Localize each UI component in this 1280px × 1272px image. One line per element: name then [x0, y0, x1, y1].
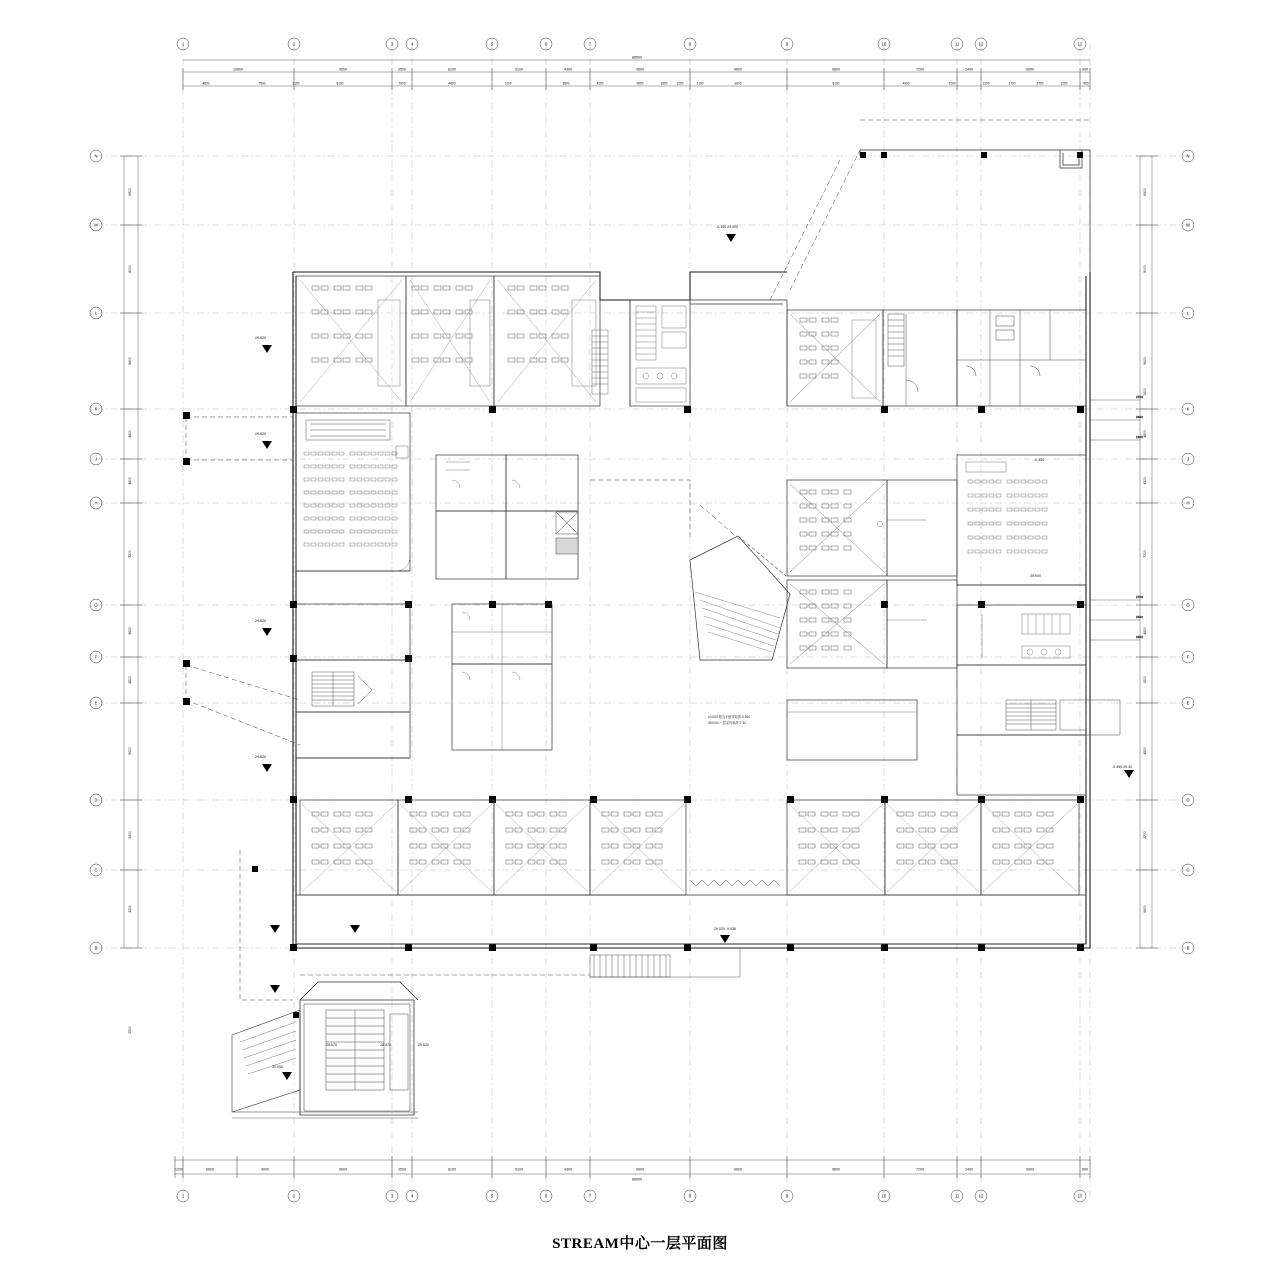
svg-text:4800: 4800	[1143, 430, 1147, 438]
svg-text:6600: 6600	[1143, 905, 1147, 913]
svg-text:4800: 4800	[1143, 747, 1147, 755]
lecture-hall-east	[957, 455, 1086, 585]
svg-text:H: H	[1186, 500, 1190, 506]
svg-text:4800: 4800	[1143, 627, 1147, 635]
annotation-level-west4: 29.620	[255, 755, 266, 759]
svg-text:4800: 4800	[128, 430, 132, 438]
svg-text:M: M	[94, 222, 98, 228]
annotation-level-annex4: 31.050	[272, 1065, 283, 1069]
svg-text:5: 5	[490, 1193, 494, 1199]
svg-text:5100: 5100	[515, 67, 523, 72]
annotation-level-west2: 29.620	[255, 432, 266, 436]
svg-text:9600: 9600	[734, 81, 742, 86]
annotation-level-east2: 30.000	[1030, 574, 1041, 578]
svg-text:1: 1	[181, 1193, 185, 1199]
svg-text:8000: 8000	[128, 265, 132, 273]
svg-text:K: K	[94, 406, 98, 412]
svg-text:9600: 9600	[339, 67, 347, 72]
svg-text:9: 9	[785, 41, 789, 47]
svg-text:9600: 9600	[832, 1167, 840, 1172]
svg-text:9600: 9600	[339, 1167, 347, 1172]
svg-text:5: 5	[490, 41, 494, 47]
svg-text:6600: 6600	[128, 747, 132, 755]
svg-text:F: F	[1186, 654, 1190, 660]
dimension-chain-left	[120, 156, 142, 1034]
svg-text:1500: 1500	[1136, 615, 1143, 619]
annotation-level-west3: 29.620	[255, 619, 266, 623]
annotation-level-south: 29.020 -0.036	[714, 927, 737, 931]
svg-text:4300: 4300	[564, 67, 572, 72]
svg-text:9600: 9600	[1026, 67, 1034, 72]
annotation-level-annex1: 29.570	[326, 1043, 337, 1047]
svg-text:2700: 2700	[1008, 81, 1016, 86]
svg-text:1200: 1200	[175, 1167, 183, 1172]
svg-text:8: 8	[688, 41, 692, 47]
svg-text:7: 7	[588, 41, 592, 47]
svg-text:8100: 8100	[336, 81, 344, 86]
dimension-chain-right	[1136, 156, 1158, 948]
svg-text:1500: 1500	[1143, 676, 1147, 684]
svg-text:7200: 7200	[1143, 550, 1147, 558]
svg-text:4800: 4800	[202, 81, 210, 86]
drawing-caption: STREAM中心一层平面图	[552, 1236, 728, 1252]
svg-text:C: C	[1186, 867, 1190, 873]
svg-text:10: 10	[881, 41, 887, 47]
svg-text:E: E	[1186, 700, 1190, 706]
svg-text:900: 900	[1083, 81, 1089, 86]
svg-text:8100: 8100	[448, 67, 456, 72]
svg-text:8100: 8100	[832, 81, 840, 86]
svg-text:9600: 9600	[734, 1167, 742, 1172]
svg-text:N: N	[94, 153, 98, 159]
central-rooms	[436, 455, 578, 750]
svg-text:6: 6	[544, 1193, 548, 1199]
svg-text:F: F	[94, 654, 98, 660]
svg-text:12: 12	[978, 41, 984, 47]
svg-text:9600: 9600	[636, 81, 644, 86]
svg-text:2100: 2100	[292, 81, 300, 86]
east-lab-block	[957, 605, 1120, 795]
svg-text:5100: 5100	[515, 1167, 523, 1172]
structural-columns	[183, 152, 1084, 1018]
svg-text:1800: 1800	[1136, 415, 1143, 419]
svg-text:2700: 2700	[1136, 395, 1143, 399]
service-core-north	[592, 300, 787, 406]
svg-text:1800: 1800	[660, 81, 668, 86]
svg-text:4800: 4800	[128, 676, 132, 684]
svg-text:B: B	[94, 945, 98, 951]
svg-text:7500: 7500	[258, 81, 266, 86]
svg-text:D: D	[94, 797, 98, 803]
svg-text:G: G	[1186, 602, 1190, 608]
svg-text:3500: 3500	[398, 1167, 406, 1172]
grid-bubbles-top	[177, 38, 1086, 50]
annotation-level-north: -0.150 29.000	[716, 225, 739, 229]
svg-text:K: K	[1186, 406, 1190, 412]
svg-text:2700: 2700	[1036, 81, 1044, 86]
svg-text:7200: 7200	[948, 81, 956, 86]
svg-text:2400: 2400	[965, 67, 973, 72]
svg-text:1200: 1200	[982, 81, 990, 86]
svg-text:1: 1	[181, 41, 185, 47]
classroom-block-north	[296, 276, 600, 406]
svg-text:E: E	[94, 700, 98, 706]
svg-text:4200: 4200	[596, 81, 604, 86]
svg-text:L: L	[1186, 310, 1190, 316]
svg-text:9: 9	[785, 1193, 789, 1199]
svg-text:1500: 1500	[1143, 388, 1147, 396]
svg-text:7200: 7200	[128, 550, 132, 558]
svg-text:8: 8	[688, 1193, 692, 1199]
svg-text:6: 6	[544, 41, 548, 47]
svg-text:7200: 7200	[916, 67, 924, 72]
svg-text:2: 2	[292, 41, 296, 47]
svg-text:C: C	[94, 867, 98, 873]
svg-text:10: 10	[881, 1193, 887, 1199]
annotation-level-west1: 29.620	[255, 336, 266, 340]
svg-text:4800: 4800	[448, 81, 456, 86]
svg-text:8000: 8000	[1143, 265, 1147, 273]
svg-text:3500: 3500	[128, 1026, 132, 1034]
svg-text:9600: 9600	[1026, 1167, 1034, 1172]
classroom-center-east	[787, 480, 957, 668]
west-offices	[296, 604, 410, 758]
dimension-chain-top	[183, 56, 1090, 91]
svg-text:3900: 3900	[128, 831, 132, 839]
svg-text:7200: 7200	[504, 81, 512, 86]
svg-text:1500: 1500	[1136, 635, 1143, 639]
annotation-level-east3: -0.450 29.30	[1112, 765, 1133, 769]
svg-text:N: N	[1186, 153, 1190, 159]
svg-text:L: L	[94, 310, 98, 316]
annotation-level-annex2: 28.970	[380, 1043, 391, 1047]
southwest-annex	[232, 982, 418, 1118]
dimension-chain-bottom	[175, 1156, 1090, 1182]
svg-text:4: 4	[410, 41, 414, 47]
svg-text:13: 13	[1077, 41, 1083, 47]
svg-text:4200: 4200	[128, 905, 132, 913]
svg-text:1200: 1200	[1060, 81, 1068, 86]
grid-bubbles-left	[90, 150, 102, 954]
roof-edge-north	[860, 150, 1090, 272]
svg-text:7: 7	[588, 1193, 592, 1199]
svg-text:1200: 1200	[1136, 435, 1143, 439]
svg-text:6900: 6900	[1143, 188, 1147, 196]
svg-text:9600: 9600	[734, 67, 742, 72]
svg-text:4000: 4000	[261, 1167, 269, 1172]
svg-text:9600: 9600	[128, 357, 132, 365]
annotation-datum-line1: ±0.000 相当于绝对标高-0.900	[708, 715, 750, 719]
svg-text:3: 3	[390, 41, 394, 47]
annotation-level-east1: -0.450	[1034, 458, 1045, 462]
svg-text:8100: 8100	[448, 1167, 456, 1172]
svg-text:4300: 4300	[1143, 477, 1147, 485]
svg-text:12: 12	[978, 1193, 984, 1199]
svg-text:9600: 9600	[636, 67, 644, 72]
svg-text:2700: 2700	[1143, 831, 1147, 839]
svg-text:9600: 9600	[636, 1167, 644, 1172]
svg-text:2100: 2100	[696, 81, 704, 86]
svg-text:4900: 4900	[902, 81, 910, 86]
svg-text:10800: 10800	[233, 67, 243, 72]
classroom-northeast	[787, 310, 1086, 406]
right-edge-notes	[1090, 395, 1143, 640]
svg-text:4300: 4300	[564, 1167, 572, 1172]
annotation-level-annex3: 29.620	[418, 1043, 429, 1047]
svg-text:2700: 2700	[1136, 595, 1143, 599]
svg-text:9600: 9600	[832, 67, 840, 72]
svg-text:D: D	[1186, 797, 1190, 803]
svg-text:J: J	[1186, 456, 1190, 462]
svg-text:11: 11	[954, 41, 960, 47]
svg-text:H: H	[94, 500, 98, 506]
svg-text:6600: 6600	[206, 1167, 214, 1172]
annotation-datum-line2: 30.000=一层室内地坪-7.9C	[708, 721, 747, 725]
svg-text:6900: 6900	[128, 188, 132, 196]
svg-text:G: G	[94, 602, 98, 608]
svg-text:2: 2	[292, 1193, 296, 1199]
svg-text:2400: 2400	[965, 1167, 973, 1172]
svg-text:11: 11	[954, 1193, 960, 1199]
svg-text:3800: 3800	[562, 81, 570, 86]
svg-text:13: 13	[1077, 1193, 1083, 1199]
svg-text:7000: 7000	[398, 81, 406, 86]
svg-text:4800: 4800	[128, 627, 132, 635]
grid-bubbles-right	[1182, 150, 1194, 954]
svg-text:88500: 88500	[632, 55, 642, 60]
svg-text:7200: 7200	[916, 1167, 924, 1172]
atrium-stage	[690, 536, 917, 760]
svg-text:88500: 88500	[632, 1177, 642, 1182]
svg-text:9600: 9600	[1143, 357, 1147, 365]
svg-text:4800: 4800	[128, 477, 132, 485]
svg-text:J: J	[94, 456, 98, 462]
svg-text:B: B	[1186, 945, 1190, 951]
grid-bubbles-bottom	[177, 1190, 1086, 1202]
svg-text:3: 3	[390, 1193, 394, 1199]
svg-text:3500: 3500	[398, 67, 406, 72]
svg-text:4: 4	[410, 1193, 414, 1199]
svg-text:900: 900	[1082, 1167, 1088, 1172]
lecture-hall-west	[296, 413, 410, 571]
level-markers	[255, 225, 1134, 1080]
svg-text:900: 900	[1082, 67, 1088, 72]
svg-text:M: M	[1186, 222, 1190, 228]
svg-text:1200: 1200	[676, 81, 684, 86]
dashed-reference-lines	[186, 120, 1090, 1000]
